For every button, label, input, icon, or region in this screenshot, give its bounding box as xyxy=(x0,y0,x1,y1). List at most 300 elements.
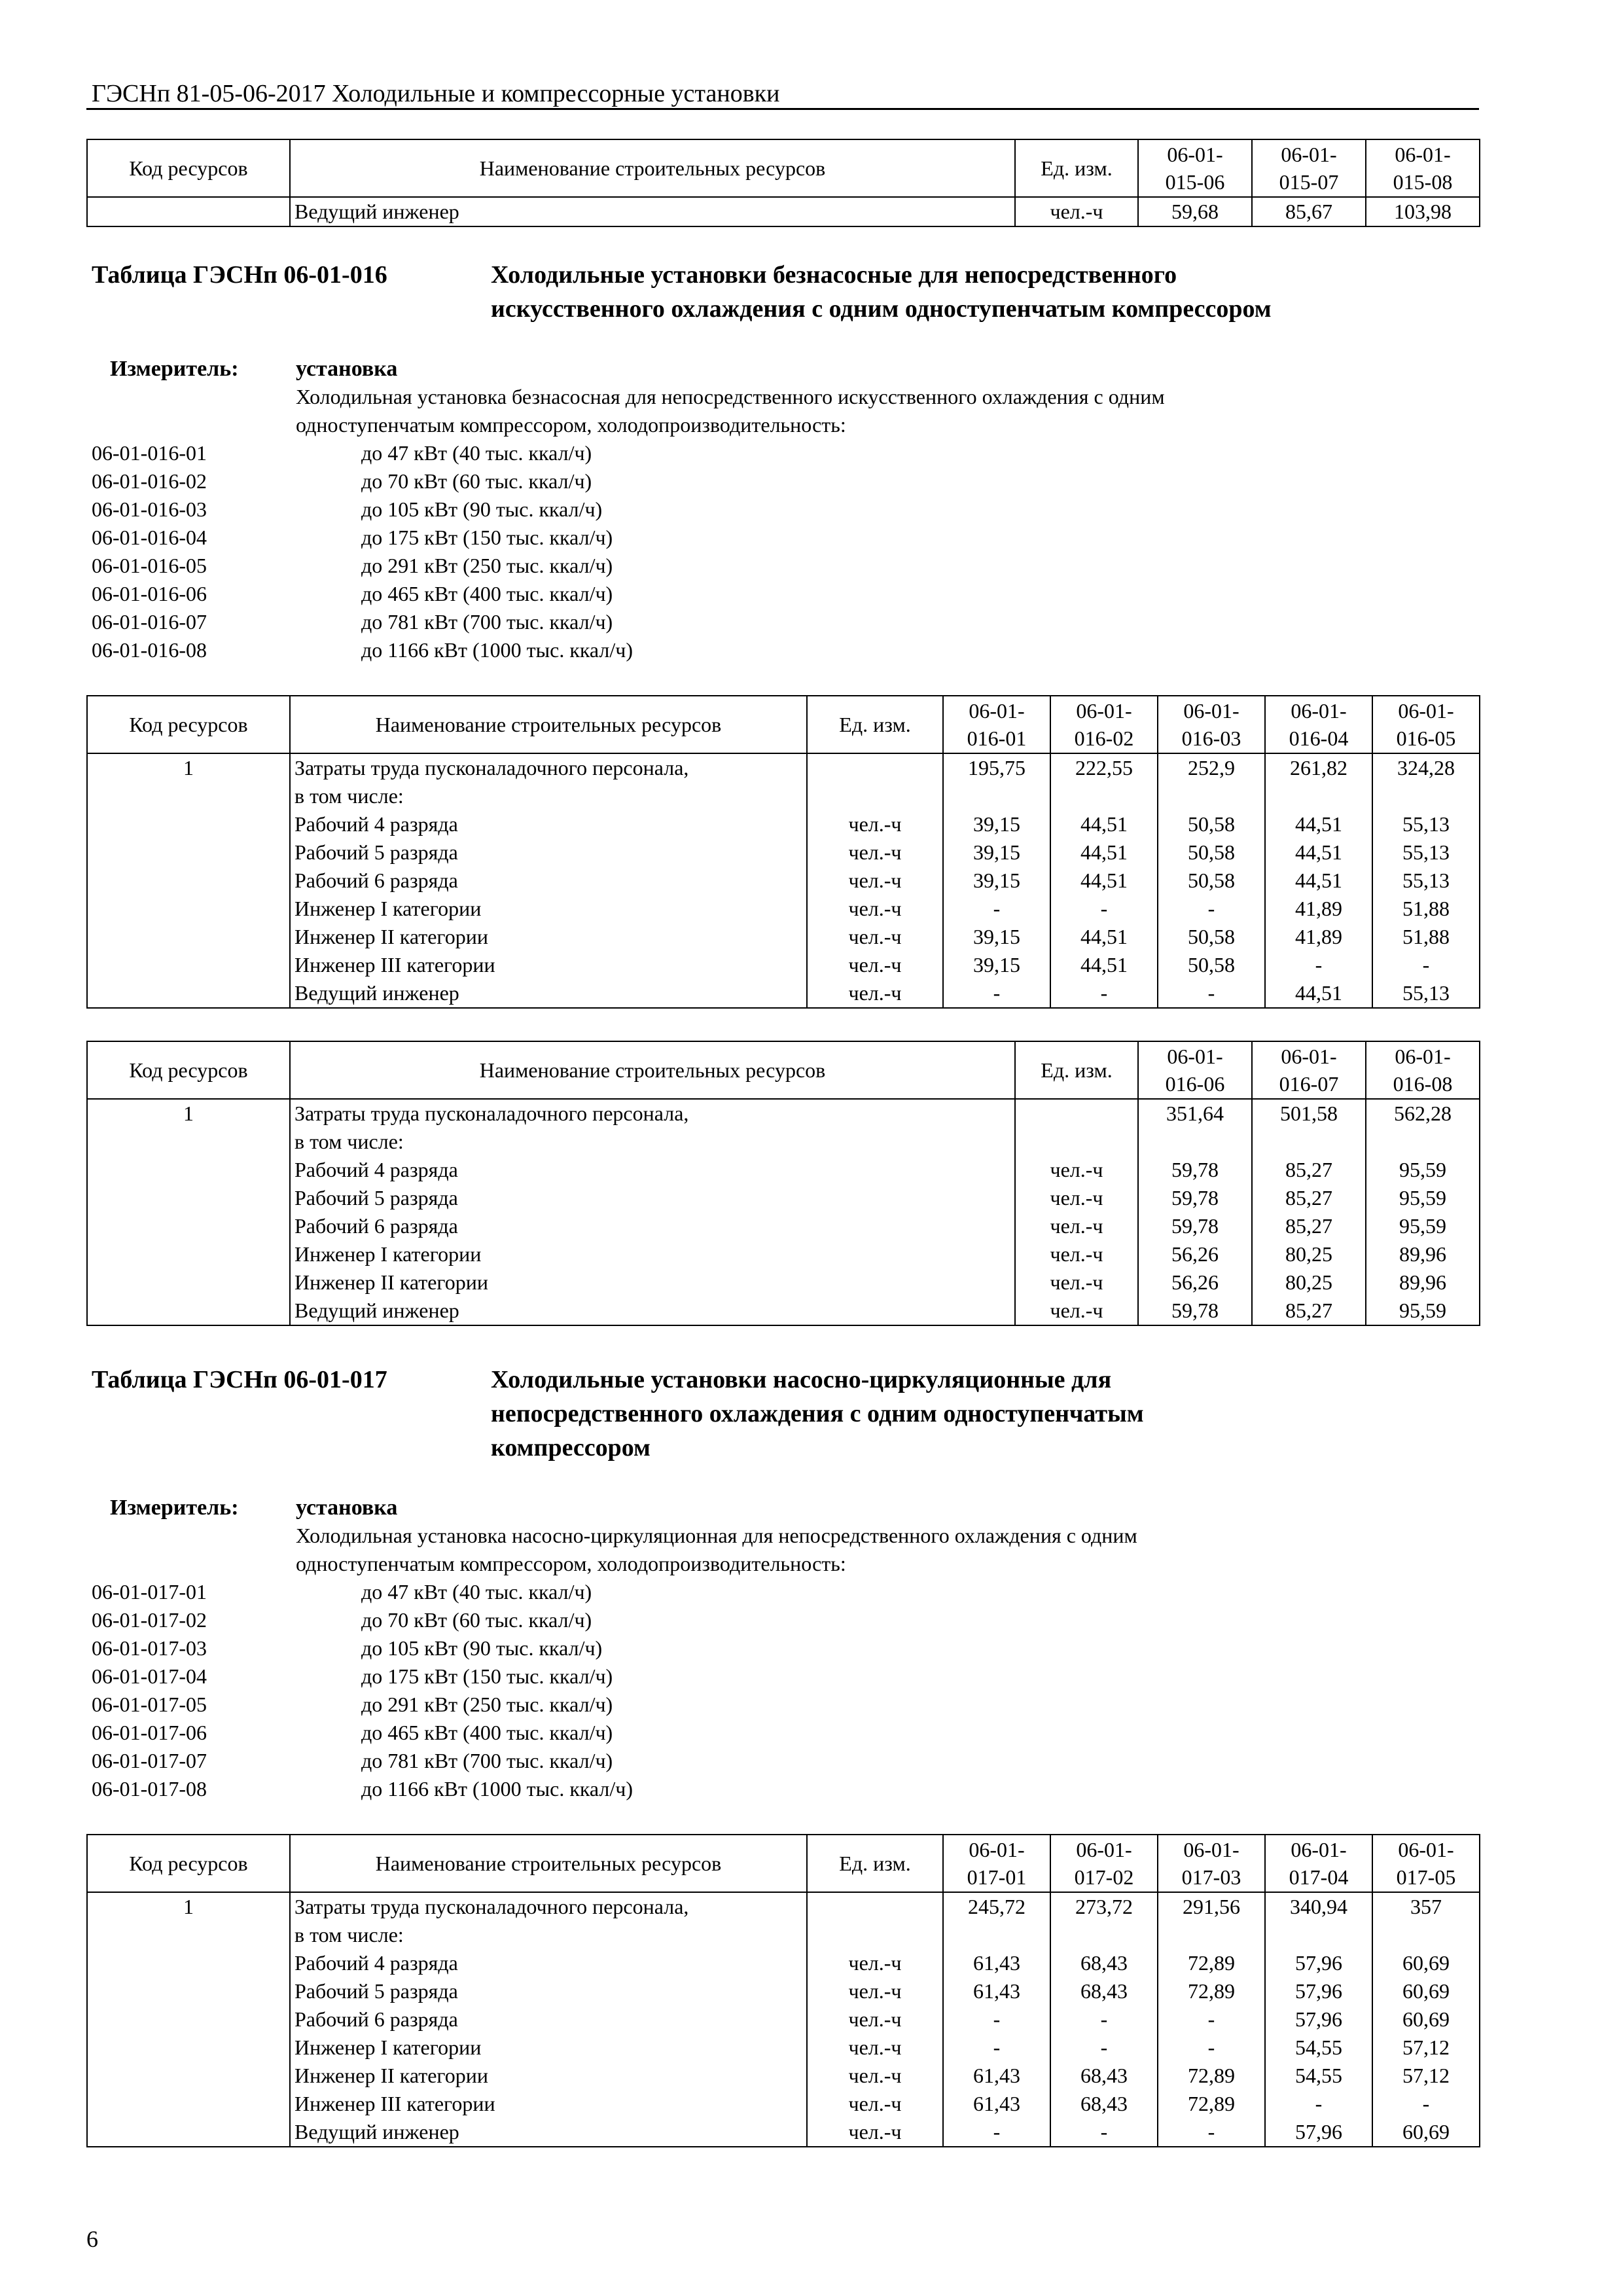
col-header-norm-line: 06-01- xyxy=(969,1838,1025,1861)
resource-name: Инженер III категории xyxy=(294,953,495,977)
resource-name: Ведущий инженер xyxy=(290,197,1015,226)
col-header-norm-line: 06-01- xyxy=(1167,143,1223,166)
resource-value: 95,59 xyxy=(1399,1299,1446,1322)
resource-value: 59,78 xyxy=(1171,1158,1219,1181)
resource-value: 89,96 xyxy=(1399,1270,1446,1294)
resource-value: 56,26 xyxy=(1171,1270,1219,1294)
resource-value: 95,59 xyxy=(1399,1158,1446,1181)
resource-value: 55,13 xyxy=(1402,840,1450,864)
norm-description: до 465 кВт (400 тыс. ккал/ч) xyxy=(361,1721,613,1744)
table-row xyxy=(87,1099,1480,1325)
resource-value: 80,25 xyxy=(1285,1270,1332,1294)
resource-value: 340,94 xyxy=(1290,1895,1347,1918)
norm-description: до 175 кВт (150 тыс. ккал/ч) xyxy=(361,1664,613,1688)
col-header-norm-line: 016-05 xyxy=(1396,726,1456,750)
resource-unit: чел.-ч xyxy=(1050,1214,1103,1238)
resource-unit xyxy=(812,1921,938,1949)
col-header-norm-line: 016-01 xyxy=(967,726,1027,750)
norm-code: 06-01-016-04 xyxy=(92,526,207,549)
resource-name: Рабочий 5 разряда xyxy=(294,1979,458,2003)
col-header-norm-line: 06-01- xyxy=(1398,1838,1454,1861)
col-header-norm-line: 06-01- xyxy=(1281,1045,1337,1068)
resource-value: 57,96 xyxy=(1295,1951,1342,1975)
resource-value: 44,51 xyxy=(1080,925,1128,948)
resource-value: 39,15 xyxy=(973,953,1020,977)
code-list-item xyxy=(92,552,613,580)
resource-value: 61,43 xyxy=(973,1951,1020,1975)
norm-code: 06-01-017-03 xyxy=(92,1636,207,1660)
code-list-item xyxy=(92,1578,592,1606)
resource-unit: чел.-ч xyxy=(1050,1299,1103,1322)
resource-value: 59,68 xyxy=(1138,197,1252,226)
resource-value: 44,51 xyxy=(1295,981,1342,1005)
norm-code: 06-01-017-06 xyxy=(92,1721,207,1744)
norm-description: до 47 кВт (40 тыс. ккал/ч) xyxy=(361,441,592,465)
resource-value: 39,15 xyxy=(973,869,1020,892)
col-header-code: Код ресурсов xyxy=(87,696,290,753)
col-header-code: Код ресурсов xyxy=(87,1835,290,1892)
code-list-item xyxy=(92,1747,613,1775)
resource-unit: чел.-ч xyxy=(848,953,902,977)
resource-value: 41,89 xyxy=(1295,897,1342,920)
resource-name: Ведущий инженер xyxy=(294,1299,459,1322)
resource-value: - xyxy=(1207,2120,1215,2144)
resource-value xyxy=(1370,1128,1475,1156)
code-list-item xyxy=(92,1662,613,1691)
code-list-item xyxy=(92,636,633,664)
resource-values xyxy=(1252,1099,1366,1325)
resource-value xyxy=(1377,782,1475,810)
resource-value: 85,27 xyxy=(1285,1299,1332,1322)
resource-name: Рабочий 6 разряда xyxy=(294,1214,458,1238)
col-header-norm xyxy=(1372,1835,1480,1892)
col-header-norm xyxy=(1158,1835,1265,1892)
resource-value: 68,43 xyxy=(1080,1979,1128,2003)
resource-code xyxy=(87,1099,290,1325)
col-header-norm xyxy=(1138,1041,1252,1099)
resource-value: 56,26 xyxy=(1171,1242,1219,1266)
resource-names xyxy=(290,1099,1015,1325)
resource-units xyxy=(807,753,943,1008)
col-header-norm xyxy=(1050,1835,1158,1892)
resource-value: 195,75 xyxy=(968,756,1026,780)
resource-value: 59,78 xyxy=(1171,1214,1219,1238)
resource-unit: чел.-ч xyxy=(1050,1242,1103,1266)
table-row xyxy=(87,1892,1480,2147)
col-header-norm-line: 016-04 xyxy=(1289,726,1349,750)
resource-unit: чел.-ч xyxy=(848,981,902,1005)
resource-value: 41,89 xyxy=(1295,925,1342,948)
norm-code: 06-01-017-07 xyxy=(92,1749,207,1772)
code-list-item xyxy=(92,608,613,636)
resource-unit: чел.-ч xyxy=(848,1979,902,2003)
resource-value: 50,58 xyxy=(1188,840,1235,864)
resource-unit: чел.-ч xyxy=(848,2036,902,2059)
resource-value: 95,59 xyxy=(1399,1186,1446,1210)
col-header-unit: Ед. изм. xyxy=(807,1835,943,1892)
resource-code-value: 1 xyxy=(183,1102,194,1125)
resource-unit: чел.-ч xyxy=(848,840,902,864)
col-header-norm-line: 017-02 xyxy=(1074,1865,1134,1889)
table-016-label: Таблица ГЭСНп 06-01-016 xyxy=(92,261,387,289)
resource-value: 60,69 xyxy=(1402,1979,1450,2003)
col-header-norm-line: 015-06 xyxy=(1165,170,1225,194)
resource-value: 68,43 xyxy=(1080,1951,1128,1975)
resource-code-value: 1 xyxy=(183,1895,194,1918)
resource-value: 55,13 xyxy=(1402,981,1450,1005)
resource-values xyxy=(1138,1099,1252,1325)
resource-unit: чел.-ч xyxy=(848,812,902,836)
resource-value xyxy=(948,1921,1046,1949)
table-016-title-line: Холодильные установки безнасосные для непосредственного xyxy=(491,261,1177,289)
code-list-item xyxy=(92,467,592,495)
resource-value: - xyxy=(993,2007,1001,2031)
norm-code: 06-01-016-07 xyxy=(92,610,207,634)
col-header-norm xyxy=(1366,1041,1480,1099)
resource-value: 61,43 xyxy=(973,1979,1020,2003)
resource-name: Рабочий 4 разряда xyxy=(294,1158,458,1181)
resource-value: 57,12 xyxy=(1402,2036,1450,2059)
resource-unit xyxy=(1020,1100,1133,1128)
page-number: 6 xyxy=(86,2226,98,2252)
resource-value: 50,58 xyxy=(1188,925,1235,948)
norm-description: до 47 кВт (40 тыс. ккал/ч) xyxy=(361,1580,592,1604)
resource-value: 95,59 xyxy=(1399,1214,1446,1238)
resource-unit xyxy=(812,782,938,810)
resource-name: Ведущий инженер xyxy=(294,2120,459,2144)
table-017-label: Таблица ГЭСНп 06-01-017 xyxy=(92,1366,387,1393)
resource-value: 44,51 xyxy=(1295,812,1342,836)
resource-unit: чел.-ч xyxy=(848,897,902,920)
resource-value: 291,56 xyxy=(1183,1895,1240,1918)
resource-value: 60,69 xyxy=(1402,2120,1450,2144)
col-header-norm xyxy=(1265,696,1372,753)
resource-name: Рабочий 4 разряда xyxy=(294,812,458,836)
norm-description: до 781 кВт (700 тыс. ккал/ч) xyxy=(361,610,613,634)
col-header-norm-line: 016-07 xyxy=(1279,1072,1339,1096)
resource-value: - xyxy=(1315,2092,1323,2115)
meter-unit-016: установка xyxy=(296,357,398,381)
resource-value: 55,13 xyxy=(1402,812,1450,836)
resource-code xyxy=(87,197,290,226)
resource-value: 501,58 xyxy=(1280,1102,1338,1125)
resource-value: 222,55 xyxy=(1075,756,1133,780)
resource-values xyxy=(1050,1892,1158,2147)
norm-description: до 105 кВт (90 тыс. ккал/ч) xyxy=(361,497,603,521)
resource-code xyxy=(87,753,290,1008)
table-016-a xyxy=(86,695,1480,1009)
resource-value: 85,27 xyxy=(1285,1186,1332,1210)
resource-value: - xyxy=(993,2120,1001,2144)
resource-name: Рабочий 5 разряда xyxy=(294,840,458,864)
resource-value xyxy=(1270,1921,1368,1949)
table-016-title-line: искусственного охлаждения с одним одноступенчатым компрессором xyxy=(491,295,1272,323)
resource-value: 57,96 xyxy=(1295,1979,1342,2003)
col-header-name: Наименование строительных ресурсов xyxy=(290,1835,807,1892)
norm-code: 06-01-016-05 xyxy=(92,554,207,577)
resource-value: 50,58 xyxy=(1188,812,1235,836)
resource-value: 60,69 xyxy=(1402,2007,1450,2031)
resource-values xyxy=(1372,1892,1480,2147)
col-header-norm xyxy=(1252,1041,1366,1099)
resource-name: Затраты труда пусконаладочного персонала, xyxy=(294,756,689,780)
resource-value xyxy=(1270,782,1368,810)
resource-value: - xyxy=(1100,2120,1108,2144)
col-header-norm-line: 06-01- xyxy=(1291,699,1347,723)
resource-values xyxy=(1158,753,1265,1008)
description-line-016: Холодильная установка безнасосная для непосредственного искусственного охлаждения с одним xyxy=(296,385,1165,408)
table-017-title-line: Холодильные установки насосно-циркуляционные для xyxy=(491,1366,1112,1393)
col-header-norm-line: 06-01- xyxy=(1395,1045,1451,1068)
resource-code-value: 1 xyxy=(183,756,194,780)
resource-unit: чел.-ч xyxy=(1050,1186,1103,1210)
resource-value: - xyxy=(1207,981,1215,1005)
norm-code: 06-01-016-03 xyxy=(92,497,207,521)
col-header-norm-line: 06-01- xyxy=(969,699,1025,723)
norm-description: до 781 кВт (700 тыс. ккал/ч) xyxy=(361,1749,613,1772)
norm-code: 06-01-016-08 xyxy=(92,638,207,662)
col-header-name: Наименование строительных ресурсов xyxy=(290,696,807,753)
resource-value: - xyxy=(1422,953,1430,977)
resource-value: 89,96 xyxy=(1399,1242,1446,1266)
col-header-norm xyxy=(1138,139,1252,197)
col-header-unit: Ед. изм. xyxy=(1015,1041,1138,1099)
resource-unit: чел.-ч xyxy=(848,1951,902,1975)
col-header-norm xyxy=(943,696,1050,753)
resource-value: 44,51 xyxy=(1080,953,1128,977)
norm-description: до 175 кВт (150 тыс. ккал/ч) xyxy=(361,526,613,549)
resource-unit xyxy=(812,754,938,782)
resource-value: 44,51 xyxy=(1295,840,1342,864)
resource-name: Рабочий 6 разряда xyxy=(294,869,458,892)
resource-units xyxy=(807,1892,943,2147)
col-header-unit: Ед. изм. xyxy=(1015,139,1138,197)
resource-value: 44,51 xyxy=(1080,840,1128,864)
resource-value xyxy=(1162,1921,1260,1949)
resource-value: - xyxy=(993,981,1001,1005)
resource-name: Рабочий 6 разряда xyxy=(294,2007,458,2031)
resource-values xyxy=(1265,753,1372,1008)
table-015-continuation xyxy=(86,139,1480,227)
resource-units xyxy=(1015,1099,1138,1325)
description-line-017: Холодильная установка насосно-циркуляционная для непосредственного охлаждения с одним xyxy=(296,1524,1137,1547)
col-header-norm xyxy=(1158,696,1265,753)
col-header-name: Наименование строительных ресурсов xyxy=(290,139,1015,197)
norm-code: 06-01-017-01 xyxy=(92,1580,207,1604)
col-header-norm-line: 017-04 xyxy=(1289,1865,1349,1889)
col-header-norm-line: 06-01- xyxy=(1281,143,1337,166)
code-list-item xyxy=(92,1634,602,1662)
resource-value: 39,15 xyxy=(973,840,1020,864)
norm-description: до 70 кВт (60 тыс. ккал/ч) xyxy=(361,1608,592,1632)
table-017-title-line: непосредственного охлаждения с одним одноступенчатым xyxy=(491,1400,1144,1427)
col-header-unit: Ед. изм. xyxy=(807,696,943,753)
resource-name: в том числе: xyxy=(294,784,404,808)
resource-value: 39,15 xyxy=(973,812,1020,836)
resource-value: 44,51 xyxy=(1295,869,1342,892)
resource-value: 44,51 xyxy=(1080,869,1128,892)
resource-unit: чел.-ч xyxy=(1050,1158,1103,1181)
resource-value: - xyxy=(1207,2036,1215,2059)
col-header-norm xyxy=(1252,139,1366,197)
resource-values xyxy=(1372,753,1480,1008)
resource-value: 85,27 xyxy=(1285,1214,1332,1238)
code-list-item xyxy=(92,1691,613,1719)
code-list-item xyxy=(92,580,613,608)
col-header-norm-line: 016-02 xyxy=(1074,726,1134,750)
norm-code: 06-01-017-02 xyxy=(92,1608,207,1632)
resource-value: 57,12 xyxy=(1402,2064,1450,2087)
code-list-item xyxy=(92,1606,592,1634)
resource-value: 51,88 xyxy=(1402,897,1450,920)
resource-value: 61,43 xyxy=(973,2092,1020,2115)
resource-value xyxy=(1055,1921,1153,1949)
description-line-017: одноступенчатым компрессором, холодопроизводительность: xyxy=(296,1552,846,1575)
col-header-code: Код ресурсов xyxy=(87,139,290,197)
resource-value: 39,15 xyxy=(973,925,1020,948)
resource-value: 57,96 xyxy=(1295,2120,1342,2144)
col-header-norm xyxy=(1050,696,1158,753)
resource-value: 72,89 xyxy=(1188,1979,1235,2003)
resource-value: - xyxy=(1100,2036,1108,2059)
code-list-item xyxy=(92,1775,633,1803)
resource-value: - xyxy=(1207,2007,1215,2031)
resource-name: Затраты труда пусконаладочного персонала, xyxy=(294,1102,689,1125)
resource-value: 324,28 xyxy=(1397,756,1455,780)
col-header-norm-line: 06-01- xyxy=(1395,143,1451,166)
resource-name: Инженер I категории xyxy=(294,1242,482,1266)
resource-value: - xyxy=(1207,897,1215,920)
col-header-norm-line: 06-01- xyxy=(1167,1045,1223,1068)
resource-value: - xyxy=(1100,2007,1108,2031)
resource-value xyxy=(1162,782,1260,810)
col-header-norm-line: 06-01- xyxy=(1291,1838,1347,1861)
col-header-norm xyxy=(943,1835,1050,1892)
resource-name: Затраты труда пусконаладочного персонала, xyxy=(294,1895,689,1918)
code-list-item xyxy=(92,1719,613,1747)
norm-code: 06-01-017-04 xyxy=(92,1664,207,1688)
col-header-norm-line: 06-01- xyxy=(1076,699,1132,723)
resource-unit: чел.-ч xyxy=(1050,1270,1103,1294)
resource-names xyxy=(290,1892,807,2147)
table-row xyxy=(87,197,1480,226)
resource-unit: чел.-ч xyxy=(848,2064,902,2087)
resource-value: 54,55 xyxy=(1295,2064,1342,2087)
resource-unit: чел.-ч xyxy=(1015,197,1138,226)
resource-values xyxy=(943,1892,1050,2147)
resource-value: 103,98 xyxy=(1366,197,1480,226)
col-header-norm-line: 06-01- xyxy=(1398,699,1454,723)
resource-value: 351,64 xyxy=(1166,1102,1224,1125)
resource-value: 50,58 xyxy=(1188,953,1235,977)
resource-value: - xyxy=(1100,981,1108,1005)
resource-name: Инженер III категории xyxy=(294,2092,495,2115)
resource-value: 57,96 xyxy=(1295,2007,1342,2031)
resource-unit: чел.-ч xyxy=(848,2120,902,2144)
resource-value xyxy=(1055,782,1153,810)
col-header-norm-line: 017-01 xyxy=(967,1865,1027,1889)
resource-name: Инженер II категории xyxy=(294,2064,488,2087)
resource-name: в том числе: xyxy=(294,1130,404,1153)
resource-value: 72,89 xyxy=(1188,2064,1235,2087)
resource-value xyxy=(1377,1921,1475,1949)
norm-description: до 105 кВт (90 тыс. ккал/ч) xyxy=(361,1636,603,1660)
resource-value: 80,25 xyxy=(1285,1242,1332,1266)
resource-value: 357 xyxy=(1410,1895,1442,1918)
resource-value xyxy=(948,782,1046,810)
col-header-norm-line: 06-01- xyxy=(1076,1838,1132,1861)
resource-value: 61,43 xyxy=(973,2064,1020,2087)
resource-name: Ведущий инженер xyxy=(294,981,459,1005)
resource-unit xyxy=(1020,1128,1133,1156)
col-header-norm xyxy=(1366,139,1480,197)
resource-value: 252,9 xyxy=(1188,756,1235,780)
meter-label-016: Измеритель: xyxy=(110,357,239,381)
resource-value: 245,72 xyxy=(968,1895,1026,1918)
table-017-title-line: компрессором xyxy=(491,1434,651,1462)
code-list-item xyxy=(92,495,602,524)
col-header-code: Код ресурсов xyxy=(87,1041,290,1099)
resource-unit: чел.-ч xyxy=(848,869,902,892)
norm-description: до 1166 кВт (1000 тыс. ккал/ч) xyxy=(361,1777,633,1801)
col-header-norm-line: 017-05 xyxy=(1396,1865,1456,1889)
resource-value: 60,69 xyxy=(1402,1951,1450,1975)
col-header-norm-line: 015-08 xyxy=(1393,170,1453,194)
resource-value: 562,28 xyxy=(1394,1102,1452,1125)
resource-value: 59,78 xyxy=(1171,1186,1219,1210)
col-header-norm xyxy=(1265,1835,1372,1892)
resource-value: - xyxy=(993,897,1001,920)
resource-value: - xyxy=(993,2036,1001,2059)
resource-value: - xyxy=(1422,2092,1430,2115)
resource-values xyxy=(1366,1099,1480,1325)
norm-code: 06-01-016-02 xyxy=(92,469,207,493)
table-row xyxy=(87,753,1480,1008)
col-header-norm-line: 016-06 xyxy=(1165,1072,1225,1096)
page-header-title: ГЭСНп 81-05-06-2017 Холодильные и компрессорные установки xyxy=(92,80,780,107)
resource-unit: чел.-ч xyxy=(848,2092,902,2115)
col-header-norm-line: 06-01- xyxy=(1183,699,1240,723)
col-header-norm-line: 017-03 xyxy=(1181,1865,1241,1889)
header-divider xyxy=(86,108,1479,110)
resource-value: 50,58 xyxy=(1188,869,1235,892)
col-header-norm-line: 015-07 xyxy=(1279,170,1339,194)
meter-unit-017: установка xyxy=(296,1496,398,1520)
resource-name: Инженер II категории xyxy=(294,925,488,948)
resource-code xyxy=(87,1892,290,2147)
resource-unit: чел.-ч xyxy=(848,925,902,948)
table-016-b xyxy=(86,1041,1480,1326)
resource-value: 44,51 xyxy=(1080,812,1128,836)
resource-name: Рабочий 5 разряда xyxy=(294,1186,458,1210)
resource-value: 85,27 xyxy=(1285,1158,1332,1181)
resource-name: в том числе: xyxy=(294,1923,404,1946)
col-header-name: Наименование строительных ресурсов xyxy=(290,1041,1015,1099)
resource-value: - xyxy=(1100,897,1108,920)
norm-description: до 291 кВт (250 тыс. ккал/ч) xyxy=(361,554,613,577)
col-header-norm-line: 016-08 xyxy=(1393,1072,1453,1096)
resource-name: Рабочий 4 разряда xyxy=(294,1951,458,1975)
resource-value: 51,88 xyxy=(1402,925,1450,948)
norm-description: до 1166 кВт (1000 тыс. ккал/ч) xyxy=(361,638,633,662)
resource-value: 273,72 xyxy=(1075,1895,1133,1918)
norm-code: 06-01-016-06 xyxy=(92,582,207,605)
norm-code: 06-01-016-01 xyxy=(92,441,207,465)
table-017-a xyxy=(86,1834,1480,2147)
resource-value: 54,55 xyxy=(1295,2036,1342,2059)
resource-names xyxy=(290,753,807,1008)
norm-code: 06-01-017-05 xyxy=(92,1693,207,1716)
